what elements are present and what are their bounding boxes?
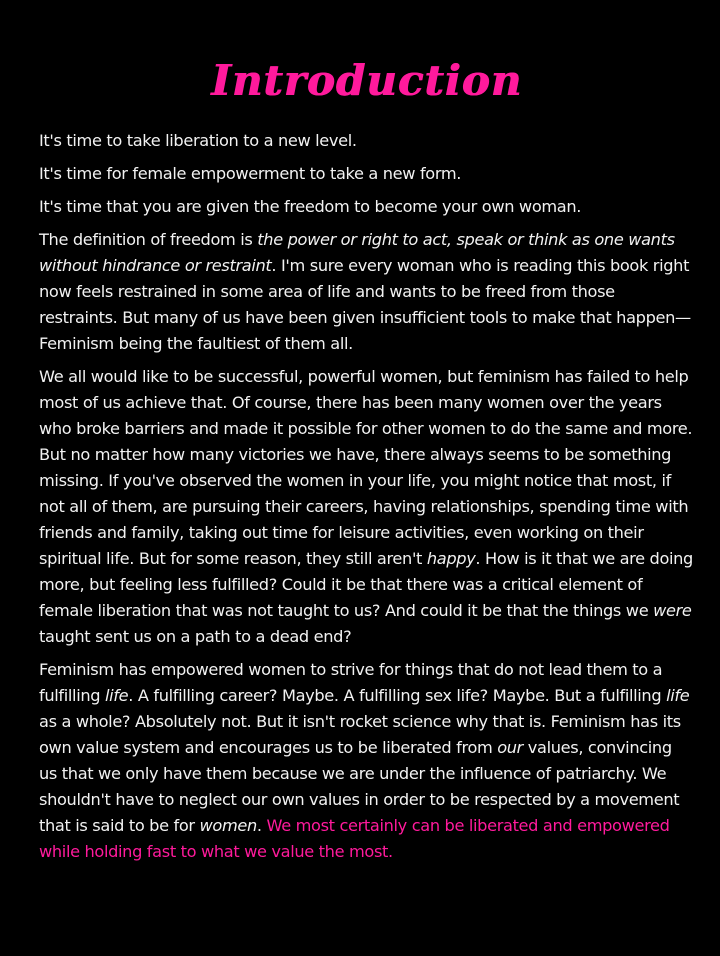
chapter-title: Introduction — [210, 56, 523, 105]
text-segment: We all would like to be successful, powerful women, but feminism has failed to help most of us achieve that. Of course, there has been many women over the years who broke barriers and made it possible for other women to do the same and more. But no matter how many victories we have, there always seems to be something missing. If you've observed the women in your life, you might notice that most, if not all of them, are pursuing their careers, having relationships, spending time with friends and family, taking out time for leisure activities, even working on their spiritual life. But for some reason, they still aren't — [39, 367, 693, 568]
paragraph-6 — [39, 657, 694, 865]
body-text — [39, 128, 694, 865]
paragraph-4 — [39, 227, 694, 357]
highlighted-statement: We most certainly can be liberated and empowered while holding fast to what we value the most. — [39, 816, 670, 861]
paragraph-3: It's time that you are given the freedom to become your own woman. — [39, 197, 582, 216]
text-segment: taught sent us on a path to a dead end? — [39, 627, 352, 646]
emphasis: were — [653, 601, 692, 620]
emphasis: our — [497, 738, 523, 757]
emphasis: life — [104, 686, 129, 705]
paragraph-5 — [39, 364, 694, 650]
definition-emphasis: the power or right to act, speak or think as one wants without hindrance or restraint — [39, 230, 675, 275]
text-segment: values, convincing us that we only have them because we are under the influence of patriarchy. We shouldn't have to neglect our own values in order to be respected by a movement that is said to be for — [39, 738, 680, 835]
text-segment: . A fulfilling career? Maybe. A fulfilling sex life? Maybe. But a fulfilling — [128, 686, 667, 705]
paragraph-2: It's time for female empowerment to take a new form. — [39, 164, 462, 183]
emphasis: life — [666, 686, 690, 705]
emphasis: happy — [426, 549, 476, 568]
text-segment: . — [256, 816, 267, 835]
text-segment: . How is it that we are doing more, but feeling less fulfilled? Could it be that there was a critical element of female liberation that was not taught to us? And could it be that the things we — [39, 549, 693, 620]
text-segment: as a whole? Absolutely not. But it isn't rocket science why that is. Feminism has its own value system and encourages us to be liberated from — [39, 712, 681, 757]
text-segment: . I'm sure every woman who is reading this book right now feels restrained in some area of life and wants to be freed from those restraints. But many of us have been given insufficient tools to make that happen—Feminism being the faultiest of them all. — [39, 256, 691, 353]
paragraph-1: It's time to take liberation to a new level. — [39, 131, 357, 150]
text-segment: Feminism has empowered women to strive for things that do not lead them to a fulfilling — [39, 660, 663, 705]
text-segment: The definition of freedom is — [39, 230, 258, 249]
emphasis: women — [199, 816, 257, 835]
